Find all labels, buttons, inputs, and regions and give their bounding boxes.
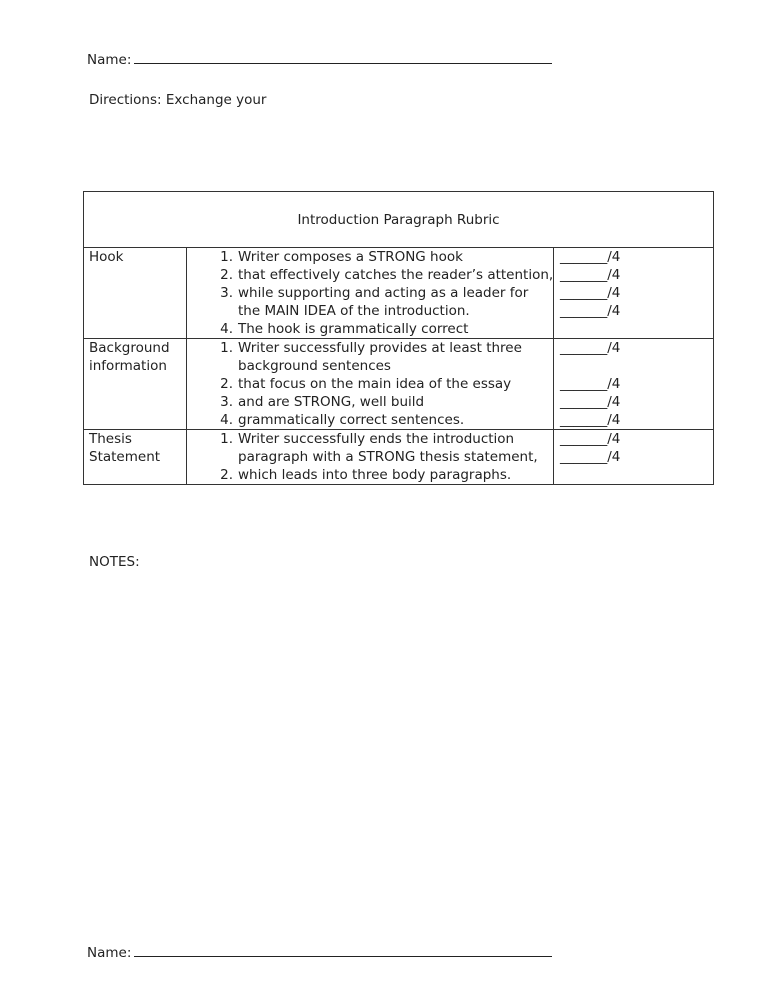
item-text: that focus on the main idea of the essay xyxy=(238,376,512,392)
name-label: Name: xyxy=(87,945,132,961)
score-blank[interactable]: _______/4 xyxy=(560,449,621,465)
score-blank[interactable]: _______/4 xyxy=(560,303,621,319)
notes-label: NOTES: xyxy=(89,554,140,570)
rubric-title: Introduction Paragraph Rubric xyxy=(84,192,714,248)
rubric-item xyxy=(187,393,553,411)
item-number: 2. xyxy=(220,376,233,392)
score-blank xyxy=(560,320,713,338)
item-number: 4. xyxy=(220,321,233,337)
item-number: 1. xyxy=(220,431,233,447)
item-text: the MAIN IDEA of the introduction. xyxy=(238,303,470,319)
score-blank[interactable]: _______/4 xyxy=(560,394,621,410)
rubric-row-thesis xyxy=(84,430,714,485)
item-text: which leads into three body paragraphs. xyxy=(238,467,512,483)
score-blank[interactable]: _______/4 xyxy=(560,431,621,447)
item-number: 2. xyxy=(220,267,233,283)
item-number: 3. xyxy=(220,285,233,301)
rubric-item xyxy=(187,266,553,284)
rubric-table xyxy=(83,191,714,485)
score-blank xyxy=(560,357,713,375)
rubric-item xyxy=(187,466,553,484)
item-text: and are STRONG, well build xyxy=(238,394,425,410)
name-blank-line[interactable] xyxy=(134,943,552,957)
items-cell xyxy=(187,430,554,485)
criterion-cell: Background information xyxy=(84,339,187,430)
item-text: The hook is grammatically correct xyxy=(238,321,469,337)
scores-cell xyxy=(554,248,714,339)
item-number: 1. xyxy=(220,249,233,265)
item-text: that effectively catches the reader’s attention, xyxy=(238,267,554,283)
scores-cell xyxy=(554,430,714,485)
score-blank[interactable]: _______/4 xyxy=(560,285,621,301)
criterion-cell: Thesis Statement xyxy=(84,430,187,485)
items-cell xyxy=(187,339,554,430)
score-blank[interactable]: _______/4 xyxy=(560,340,621,356)
rubric-item xyxy=(187,448,553,466)
rubric-item xyxy=(187,339,553,357)
name-field-top xyxy=(87,50,552,69)
item-number: 1. xyxy=(220,340,233,356)
score-blank xyxy=(560,466,713,484)
rubric-item xyxy=(187,248,553,266)
item-text: grammatically correct sentences. xyxy=(238,412,465,428)
items-cell xyxy=(187,248,554,339)
score-blank[interactable]: _______/4 xyxy=(560,376,621,392)
rubric-item xyxy=(187,302,553,320)
item-number: 4. xyxy=(220,412,233,428)
rubric-item xyxy=(187,375,553,393)
scores-cell xyxy=(554,339,714,430)
item-number: 2. xyxy=(220,467,233,483)
rubric-item xyxy=(187,357,553,375)
name-label: Name: xyxy=(87,52,132,68)
score-blank[interactable]: _______/4 xyxy=(560,249,621,265)
score-blank[interactable]: _______/4 xyxy=(560,267,621,283)
criterion-cell: Hook xyxy=(84,248,187,339)
item-text: Writer composes a STRONG hook xyxy=(238,249,463,265)
item-text: Writer successfully ends the introduction xyxy=(238,431,515,447)
directions-text: Directions: Exchange your xyxy=(89,92,267,108)
name-blank-line[interactable] xyxy=(134,50,552,64)
rubric-item xyxy=(187,430,553,448)
item-text: background sentences xyxy=(238,358,391,374)
item-number: 3. xyxy=(220,394,233,410)
rubric-item xyxy=(187,411,553,429)
rubric-item xyxy=(187,320,553,338)
item-text: Writer successfully provides at least three xyxy=(238,340,522,356)
rubric-item xyxy=(187,284,553,302)
rubric-row-hook xyxy=(84,248,714,339)
name-field-bottom xyxy=(87,943,552,962)
rubric-title-row xyxy=(84,192,714,248)
score-blank[interactable]: _______/4 xyxy=(560,412,621,428)
rubric-row-background xyxy=(84,339,714,430)
item-text: paragraph with a STRONG thesis statement, xyxy=(238,449,538,465)
item-text: while supporting and acting as a leader for xyxy=(238,285,529,301)
